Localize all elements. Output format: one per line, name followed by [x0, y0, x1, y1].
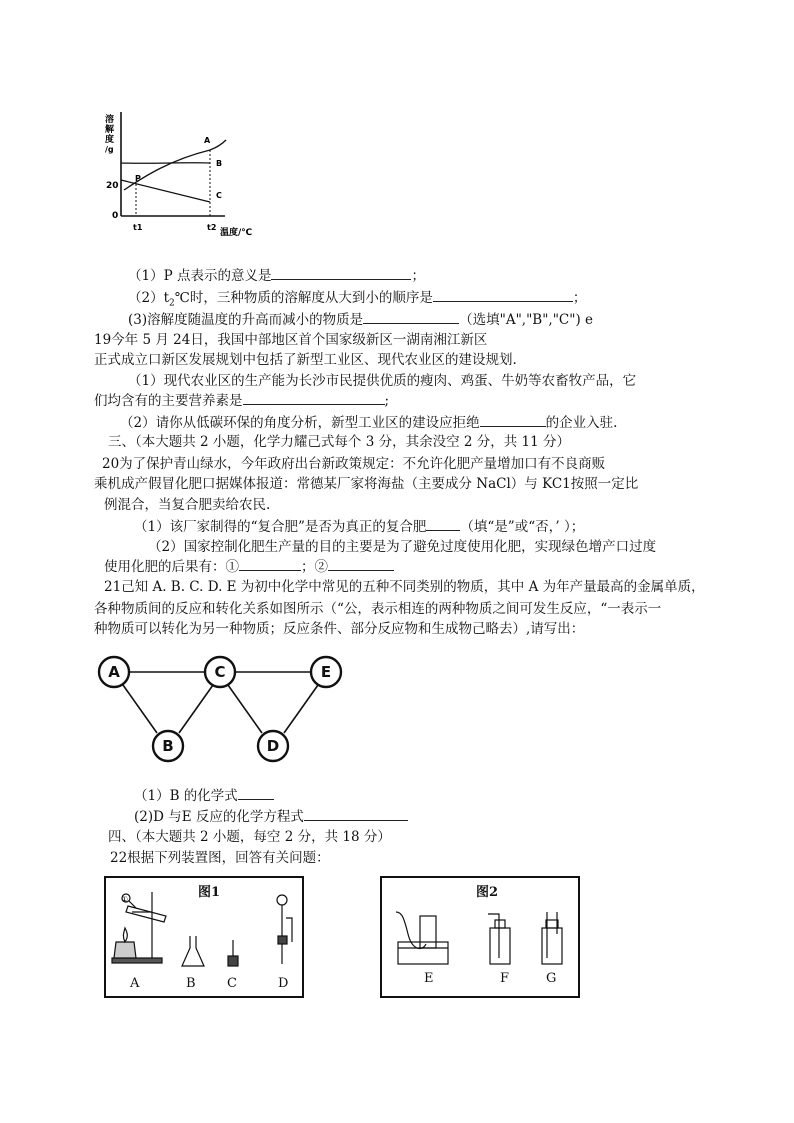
solubility-chart — [100, 104, 270, 244]
lamp-flame — [123, 928, 127, 942]
q19-sub1-line2: 们均含有的主要营养素是 ; — [94, 393, 390, 409]
answer-blank[interactable] — [239, 557, 301, 571]
answer-blank[interactable] — [243, 391, 385, 405]
apparatus-figure-1 — [104, 876, 304, 998]
curve-c-label: C — [216, 191, 222, 200]
q19-line2: 正式成立口新区发展规划中包括了新型工业区、现代农业区的建设规划. — [94, 352, 517, 368]
answer-blank[interactable] — [480, 413, 546, 427]
q21-sub1: （1）B 的化学式 — [134, 786, 274, 805]
gas-bottle-g — [542, 928, 562, 964]
y-axis-label-4: /g — [105, 145, 114, 154]
curve-a-label: A — [204, 136, 211, 145]
figure-2-title: 图2 — [476, 885, 499, 900]
y-axis-label-1: 溶 — [105, 115, 115, 125]
node-c-label: C — [214, 663, 226, 681]
y-tick-20: 20 — [106, 181, 119, 191]
q21-line2: 各种物质间的反应和转化关系如图所示（“公，表示相连的两种物质之间可发生反应，“一表示一 — [94, 601, 662, 617]
bottle-neck-g — [546, 920, 558, 928]
q20-sub1: （1）该厂家制得的“复合肥”是否为真正的复合肥 （填“是”或“否，’ ）； — [134, 519, 585, 535]
node-b-label: B — [162, 737, 174, 755]
q20-line2: 乘机成产假冒化肥口据媒体报道：常德某厂家将海盐（主要成分 NaCl）与 KC1按照一定比 — [94, 476, 639, 492]
section-4-heading: 四、（本大题共 2 小题，每空 2 分，共 18 分） — [108, 829, 391, 845]
alcohol-lamp — [114, 942, 136, 958]
figure-2-label-f: F — [500, 971, 510, 986]
y-tick-0: 0 — [112, 211, 119, 221]
x-tick-t1: t1 — [133, 223, 143, 232]
test-tube — [126, 906, 166, 922]
q18-sub3: (3)溶解度随温度的升高而减小的物质是 （选填"A","B","C") e — [128, 312, 594, 328]
apparatus-figure-2 — [380, 876, 580, 998]
q21-sub2: (2)D 与E 反应的化学方程式 — [134, 807, 408, 826]
stand-base — [112, 958, 162, 963]
curve-c — [121, 180, 210, 202]
funnel-stopper — [278, 936, 287, 944]
q20-sub2-line2: 使用化肥的后果有：① ；② — [104, 557, 394, 576]
relation-diagram — [95, 650, 355, 770]
answer-blank[interactable] — [363, 310, 459, 324]
edge-d-e — [284, 685, 318, 733]
answer-blank[interactable] — [304, 807, 408, 821]
node-e-label: E — [320, 663, 332, 681]
section-3-heading: 三、（本大题共 2 小题，化学力耀己式每个 3 分，其余没空 2 分，共 11 分） — [108, 434, 571, 450]
gas-bottle-f — [490, 928, 510, 964]
inverted-cylinder — [420, 916, 436, 948]
figure-1-label-a: A — [130, 976, 140, 991]
x-axis-label: 温度/℃ — [220, 228, 253, 238]
funnel-bulb — [277, 895, 287, 905]
q19-line1: 19今年 5 月 24日，我国中部地区首个国家级新区一湖南湘江新区 — [94, 332, 488, 348]
bottle-neck-f — [495, 920, 505, 928]
water-trough — [398, 942, 448, 964]
answer-blank[interactable] — [271, 266, 411, 280]
x-tick-t2: t2 — [207, 223, 217, 232]
gas-tube — [396, 912, 426, 949]
y-axis-label-2: 解 — [105, 125, 115, 135]
figure-1-label-c: C — [227, 976, 237, 991]
q22-line1: 22根据下列装置图，回答有关问题： — [110, 850, 330, 866]
answer-blank[interactable] — [433, 288, 573, 302]
erlenmeyer-flask — [182, 936, 204, 966]
q18-sub1: （1）P 点表示的意义是 ； — [128, 268, 425, 284]
y-axis-label-3: 度 — [105, 135, 115, 145]
q21-line1: 21己知 A. B. C. D. E 为初中化学中常见的五种不同类别的物质，其中 A 为年产量最高的金属单质， — [104, 579, 705, 595]
q20-line3: 例混合，当复合肥卖给农民. — [104, 497, 271, 513]
q19-sub2: （2）请你从低碳环保的角度分析，新型工业区的建设应拒绝 的企业入驻. — [120, 415, 618, 431]
answer-blank[interactable] — [426, 517, 460, 531]
q20-line1: 20为了保护青山绿水，今年政府出台新政策规定：不允许化肥产量增加口有不良商贩 — [102, 456, 606, 472]
figure-1-title: 图1 — [198, 885, 221, 900]
answer-blank[interactable] — [238, 786, 274, 800]
edge-c-d — [228, 685, 262, 733]
figure-2-label-e: E — [424, 971, 434, 986]
rubber-stopper — [228, 956, 238, 966]
answer-blank[interactable] — [328, 557, 394, 571]
curve-b — [121, 163, 210, 164]
node-a-label: A — [108, 663, 120, 681]
edge-a-b — [123, 685, 157, 733]
node-d-label: D — [266, 737, 280, 755]
figure-1-label-d: D — [278, 976, 289, 991]
edge-b-c — [179, 685, 213, 733]
q19-sub1-line1: （1）现代农业区的生产能为长沙市民提供优质的瘦肉、鸡蛋、牛奶等农畜牧产品，它 — [128, 373, 637, 389]
figure-1-label-b: B — [186, 976, 196, 991]
curve-b-label: B — [216, 159, 223, 168]
figure-2-label-g: G — [546, 971, 557, 986]
q20-sub2-line1: （2）国家控制化肥生产量的目的主要是为了避免过度使用化肥，实现绿色增产口过度 — [148, 539, 657, 555]
q18-sub2: $(2)t_2℃$时，三种物质的溶解度从大到小的顺序是 ； — [128, 290, 587, 309]
q21-line3: 种物质可以转化为另一种物质；反应条件、部分反应物和生成物己略去）,请写出： — [94, 621, 585, 637]
marker-text: ① — [121, 895, 129, 904]
point-p-label: P — [135, 174, 141, 183]
